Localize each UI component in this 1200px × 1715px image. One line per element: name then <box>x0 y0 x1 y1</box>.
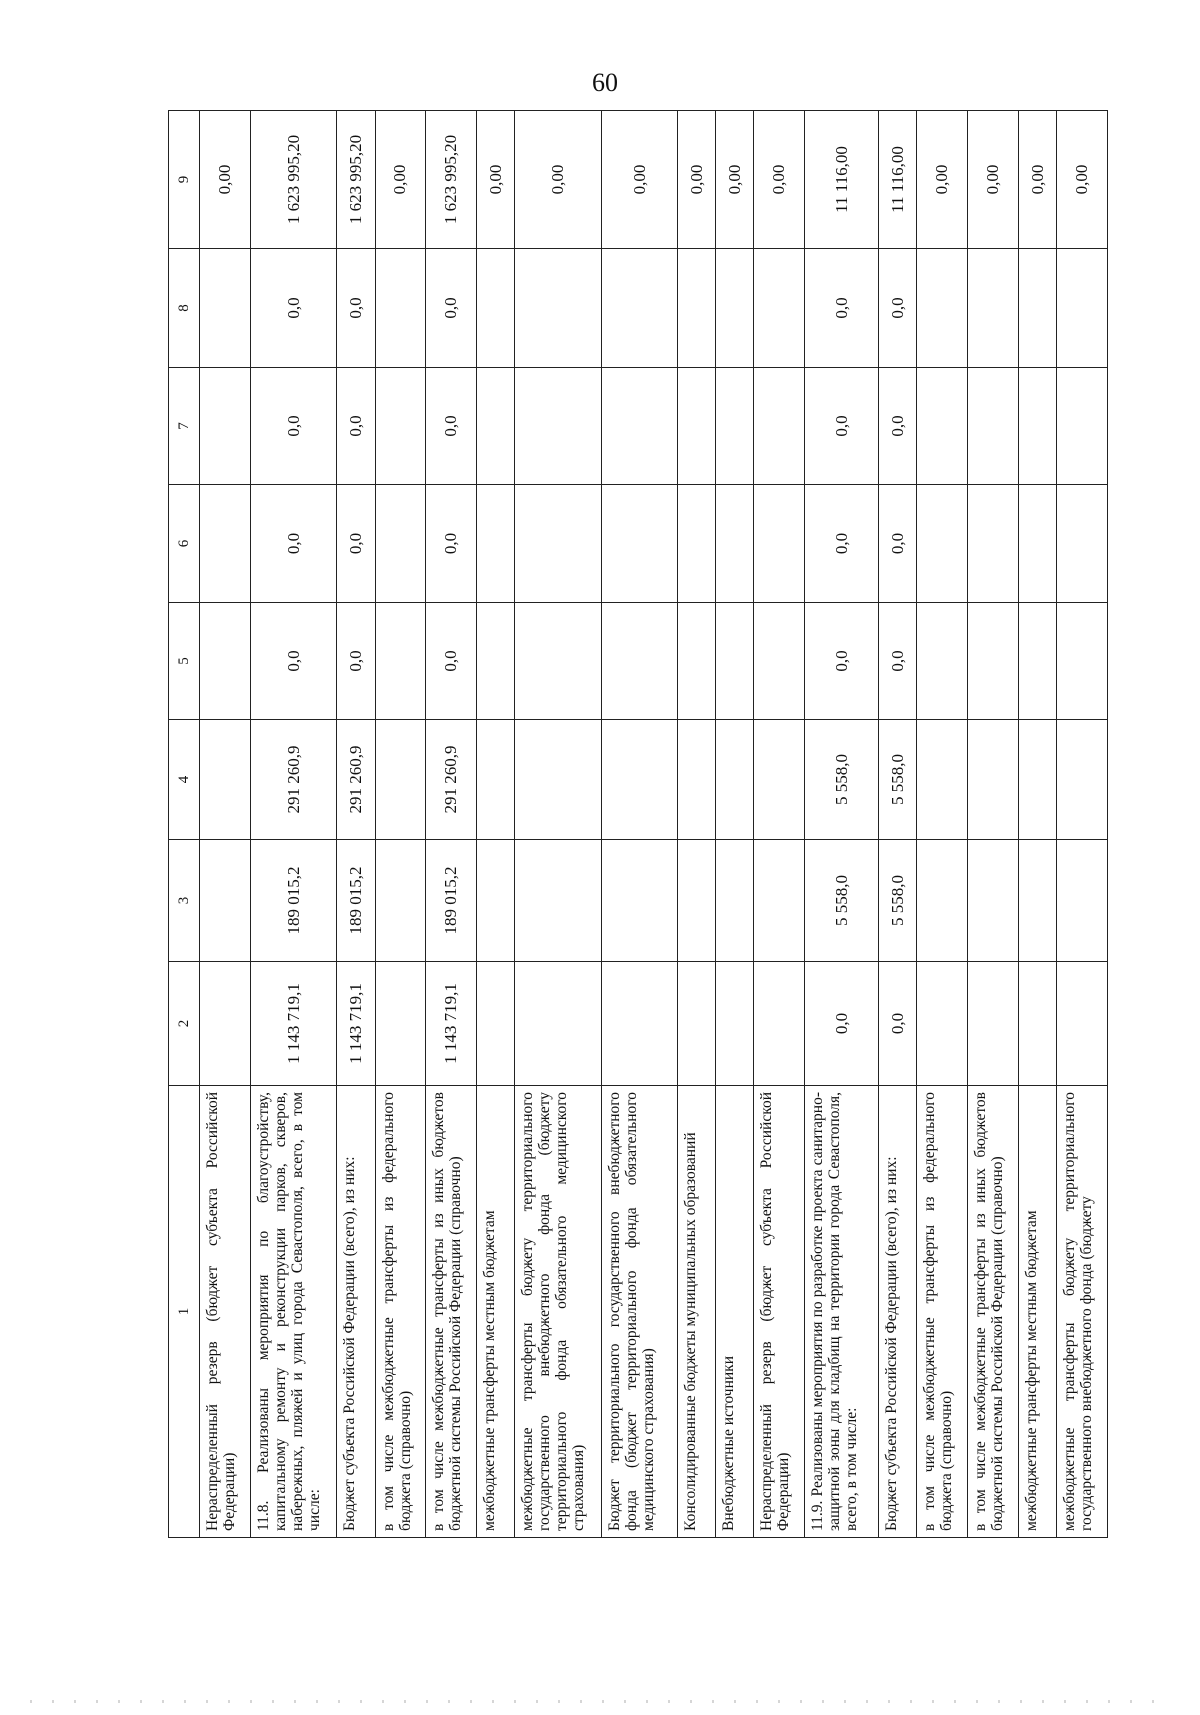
value-cell <box>968 962 1019 1086</box>
value-cell <box>601 485 677 603</box>
column-header: 1 <box>169 1086 200 1538</box>
value-cell: 0,0 <box>879 485 917 603</box>
value-cell <box>968 485 1019 603</box>
value-cell <box>716 368 754 485</box>
value-cell: 0,0 <box>805 249 879 368</box>
row-label-cell: Нераспределенный резерв (бюджет субъекта Российской Федерации) <box>754 1086 805 1538</box>
value-cell: 1 623 995,20 <box>337 111 375 249</box>
column-header: 8 <box>169 249 200 368</box>
value-cell: 189 015,2 <box>337 840 375 962</box>
value-cell: 5 558,0 <box>805 720 879 840</box>
value-cell: 0,00 <box>601 111 677 249</box>
value-cell: 0,0 <box>250 485 337 603</box>
header-row <box>169 111 200 1538</box>
value-cell <box>477 840 515 962</box>
value-cell: 0,0 <box>337 368 375 485</box>
value-cell <box>601 962 677 1086</box>
value-cell: 0,0 <box>805 485 879 603</box>
value-cell <box>200 962 251 1086</box>
value-cell <box>716 720 754 840</box>
value-cell <box>754 720 805 840</box>
table-row <box>1057 111 1108 1538</box>
value-cell <box>716 962 754 1086</box>
value-cell: 0,0 <box>805 368 879 485</box>
value-cell: 0,0 <box>426 249 477 368</box>
value-cell <box>716 249 754 368</box>
column-header: 5 <box>169 603 200 720</box>
value-cell <box>515 603 602 720</box>
table-row <box>716 111 754 1538</box>
value-cell <box>1057 840 1108 962</box>
table-row <box>337 111 375 1538</box>
value-cell <box>1057 485 1108 603</box>
value-cell: 0,00 <box>678 111 716 249</box>
value-cell <box>601 720 677 840</box>
value-cell <box>601 249 677 368</box>
value-cell: 0,0 <box>337 249 375 368</box>
table-body <box>200 111 1108 1538</box>
value-cell <box>754 603 805 720</box>
value-cell <box>1018 249 1056 368</box>
value-cell: 291 260,9 <box>250 720 337 840</box>
value-cell <box>477 249 515 368</box>
table-row <box>917 111 968 1538</box>
value-cell: 0,00 <box>1018 111 1056 249</box>
value-cell <box>1057 603 1108 720</box>
value-cell: 11 116,00 <box>805 111 879 249</box>
table-row <box>968 111 1019 1538</box>
value-cell <box>678 485 716 603</box>
value-cell <box>200 249 251 368</box>
value-cell: 0,00 <box>1057 111 1108 249</box>
value-cell <box>375 485 426 603</box>
row-label-cell: Внебюджетные источники <box>716 1086 754 1538</box>
value-cell: 0,00 <box>968 111 1019 249</box>
value-cell <box>1057 962 1108 1086</box>
value-cell <box>754 962 805 1086</box>
table-row <box>879 111 917 1538</box>
column-header: 9 <box>169 111 200 249</box>
value-cell: 1 143 719,1 <box>250 962 337 1086</box>
value-cell <box>968 368 1019 485</box>
value-cell <box>1018 962 1056 1086</box>
column-header: 3 <box>169 840 200 962</box>
value-cell <box>716 603 754 720</box>
value-cell <box>515 962 602 1086</box>
value-cell <box>477 485 515 603</box>
value-cell <box>1057 368 1108 485</box>
table-frame <box>168 111 1108 1538</box>
value-cell <box>375 840 426 962</box>
value-cell <box>375 603 426 720</box>
value-cell <box>375 962 426 1086</box>
value-cell <box>375 249 426 368</box>
value-cell <box>375 368 426 485</box>
value-cell <box>601 368 677 485</box>
value-cell <box>716 485 754 603</box>
value-cell <box>200 720 251 840</box>
value-cell: 0,0 <box>879 249 917 368</box>
value-cell <box>477 720 515 840</box>
value-cell <box>477 368 515 485</box>
value-cell <box>1018 840 1056 962</box>
page-number: 60 <box>592 68 618 97</box>
row-label-cell: Нераспределенный резерв (бюджет субъекта Российской Федерации) <box>200 1086 251 1538</box>
row-label-cell: в том числе межбюджетные трансферты из иных бюджетов бюджетной системы Российской Федерации (справочно) <box>968 1086 1019 1538</box>
value-cell: 0,00 <box>716 111 754 249</box>
value-cell <box>754 485 805 603</box>
table-row <box>515 111 602 1538</box>
value-cell <box>678 368 716 485</box>
table-row <box>1018 111 1056 1538</box>
row-label-cell: Консолидированные бюджеты муниципальных образований <box>678 1086 716 1538</box>
value-cell: 5 558,0 <box>879 720 917 840</box>
value-cell <box>200 840 251 962</box>
value-cell: 0,0 <box>879 962 917 1086</box>
value-cell <box>917 368 968 485</box>
value-cell <box>716 840 754 962</box>
value-cell <box>200 485 251 603</box>
value-cell <box>477 962 515 1086</box>
value-cell: 189 015,2 <box>250 840 337 962</box>
value-cell: 0,00 <box>200 111 251 249</box>
value-cell <box>515 368 602 485</box>
value-cell <box>917 603 968 720</box>
value-cell <box>1018 485 1056 603</box>
table-row <box>250 111 337 1538</box>
value-cell: 291 260,9 <box>337 720 375 840</box>
value-cell <box>515 485 602 603</box>
value-cell <box>678 840 716 962</box>
scan-noise <box>30 1700 1170 1703</box>
value-cell: 189 015,2 <box>426 840 477 962</box>
budget-table <box>168 110 1108 1538</box>
value-cell: 1 623 995,20 <box>426 111 477 249</box>
value-cell <box>1057 720 1108 840</box>
value-cell: 5 558,0 <box>879 840 917 962</box>
value-cell <box>968 249 1019 368</box>
value-cell <box>754 368 805 485</box>
value-cell <box>515 840 602 962</box>
value-cell <box>917 249 968 368</box>
row-label-cell: Бюджет субъекта Российской Федерации (всего), из них: <box>337 1086 375 1538</box>
value-cell: 1 143 719,1 <box>337 962 375 1086</box>
value-cell <box>917 485 968 603</box>
value-cell: 0,0 <box>805 603 879 720</box>
row-label-cell: в том числе межбюджетные трансферты из федерального бюджета (справочно) <box>375 1086 426 1538</box>
value-cell: 0,0 <box>426 603 477 720</box>
value-cell: 0,0 <box>337 603 375 720</box>
value-cell <box>200 603 251 720</box>
table-row <box>375 111 426 1538</box>
value-cell: 0,0 <box>879 603 917 720</box>
value-cell: 1 623 995,20 <box>250 111 337 249</box>
value-cell: 0,0 <box>426 368 477 485</box>
row-label-cell: 11.9. Реализованы мероприятия по разработке проекта санитарно-защитной зоны для кладбищ на территории города Севастополя, всего, в том числе: <box>805 1086 879 1538</box>
value-cell: 0,00 <box>515 111 602 249</box>
value-cell: 0,0 <box>250 249 337 368</box>
column-header: 2 <box>169 962 200 1086</box>
value-cell <box>678 720 716 840</box>
value-cell <box>754 249 805 368</box>
value-cell <box>601 603 677 720</box>
row-label-cell: Бюджет субъекта Российской Федерации (всего), из них: <box>879 1086 917 1538</box>
value-cell <box>601 840 677 962</box>
value-cell <box>968 603 1019 720</box>
row-label-cell: межбюджетные трансферты бюджету территориального государственного внебюджетного фонда (бюджету <box>1057 1086 1108 1538</box>
value-cell: 0,00 <box>917 111 968 249</box>
value-cell <box>968 840 1019 962</box>
table-row <box>805 111 879 1538</box>
column-header: 6 <box>169 485 200 603</box>
value-cell <box>1018 720 1056 840</box>
value-cell: 0,0 <box>879 368 917 485</box>
table-row <box>754 111 805 1538</box>
table-row <box>477 111 515 1538</box>
column-header: 4 <box>169 720 200 840</box>
value-cell <box>515 720 602 840</box>
row-label-cell: 11.8. Реализованы мероприятия по благоустройству, капитальному ремонту и реконструкции парков, скверов, набережных, пляжей и улиц города Севастополя, всего, в том числе: <box>250 1086 337 1538</box>
row-label-cell: Бюджет территориального государственного внебюджетного фонда (бюджет территориального фонда обязательного медицинского страхования) <box>601 1086 677 1538</box>
table-row <box>426 111 477 1538</box>
row-label-cell: межбюджетные трансферты местным бюджетам <box>1018 1086 1056 1538</box>
value-cell: 1 143 719,1 <box>426 962 477 1086</box>
table-row <box>200 111 251 1538</box>
value-cell <box>1018 603 1056 720</box>
value-cell: 0,00 <box>477 111 515 249</box>
value-cell: 11 116,00 <box>879 111 917 249</box>
value-cell <box>200 368 251 485</box>
table-row <box>601 111 677 1538</box>
value-cell <box>515 249 602 368</box>
value-cell: 0,0 <box>250 603 337 720</box>
column-header: 7 <box>169 368 200 485</box>
value-cell: 0,0 <box>337 485 375 603</box>
value-cell: 5 558,0 <box>805 840 879 962</box>
value-cell <box>754 840 805 962</box>
value-cell <box>678 249 716 368</box>
value-cell <box>1057 249 1108 368</box>
table-row <box>678 111 716 1538</box>
value-cell <box>678 962 716 1086</box>
row-label-cell: в том числе межбюджетные трансферты из иных бюджетов бюджетной системы Российской Федерации (справочно) <box>426 1086 477 1538</box>
value-cell <box>917 720 968 840</box>
value-cell: 0,0 <box>250 368 337 485</box>
value-cell <box>917 962 968 1086</box>
value-cell <box>678 603 716 720</box>
value-cell: 0,0 <box>805 962 879 1086</box>
value-cell <box>1018 368 1056 485</box>
value-cell: 0,00 <box>754 111 805 249</box>
row-label-cell: межбюджетные трансферты местным бюджетам <box>477 1086 515 1538</box>
value-cell: 291 260,9 <box>426 720 477 840</box>
row-label-cell: межбюджетные трансферты бюджету территориального государственного внебюджетного фонда (бюджету территориального фонда обязательного медицинского страхования) <box>515 1086 602 1538</box>
value-cell <box>477 603 515 720</box>
value-cell: 0,0 <box>426 485 477 603</box>
value-cell <box>968 720 1019 840</box>
row-label-cell: в том числе межбюджетные трансферты из федерального бюджета (справочно) <box>917 1086 968 1538</box>
value-cell <box>917 840 968 962</box>
value-cell <box>375 720 426 840</box>
value-cell: 0,00 <box>375 111 426 249</box>
